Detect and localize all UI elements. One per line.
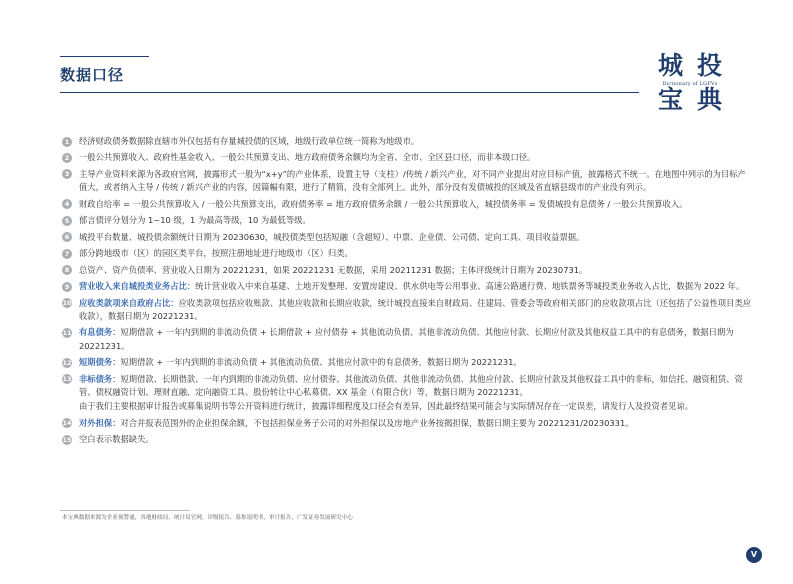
note-number-badge: 10 [62,299,72,308]
note-number-badge: 12 [62,358,72,367]
note-number-badge: 14 [62,419,72,428]
logo-line-1 [644,52,736,80]
note-item [62,326,752,353]
note-item [62,264,752,277]
note-number-badge: 4 [62,199,72,209]
logo-line-2 [644,86,736,114]
logo-char: 城 [657,51,683,80]
note-item [62,135,752,148]
note-text: 郁言债评分划分为 1~10 级，1 为最高等级，10 为最低等级。 [79,215,311,226]
note-number-badge: 9 [62,282,72,292]
note-highlight: 非标债务： [79,373,121,384]
logo-subtitle: Dictionary of LGFVs [662,81,718,87]
note-text: 短期借款 + 一年内到期的非流动负债 + 长期借款 + 应付债券 + 其他流动负债、其他非流动负债、其他应付款、长期应付款及其他权益工具中的有息债务，数据日期为 20221231。 [79,327,734,351]
logo-char: 宝 [657,85,683,114]
note-highlight: 营业收入来自城投类业务占比： [79,281,196,292]
note-item [62,214,752,227]
note-item [62,280,752,293]
notes-list [62,135,752,450]
note-item [62,433,752,446]
note-continuation: 由于我们主要根据审计报告或募集说明书等公开资料进行统计，披露详细程度及口径会有差异，因此最终结果可能会与实际情况存在一定误差，请发行人及投资者见谅。 [79,401,693,412]
title-rule [60,92,639,93]
note-number-badge: 6 [62,232,72,242]
note-text: 经济财政债务数据除直辖市外仅包括有存量城投债的区域，地级行政单位统一简称为地级市。 [79,136,420,146]
note-number-badge: 13 [62,375,72,384]
note-text: 对合并报表范围外的企业担保余额，不包括担保业务子公司的对外担保以及房地产业务按揭担保，数据日期主要为 20221231/20230331。 [120,417,634,428]
note-number-badge: 15 [62,435,72,444]
note-text: 应收类款项包括应收账款、其他应收款和长期应收款，统计城投直接来自财政局、住建局、管委会等政府相关部门的应收款项占比（还包括了公益性项目类应收款），数据日期为 20221231。 [79,297,752,321]
note-highlight: 短期债务： [79,357,121,368]
note-item [62,373,752,400]
note-number-badge: 2 [62,153,72,163]
note-text: 空白表示数据缺失。 [79,434,154,445]
note-item [62,417,752,430]
note-number-badge: 7 [62,249,72,259]
note-text: 短期借款 + 一年内到期的非流动负债 + 其他流动负债、其他应付款中的有息债务，数据日期为 20221231。 [120,357,522,368]
note-number-badge: 1 [62,137,72,147]
footer-source: 本宝典数据来源为企业预警通，各地财政局、统计局官网，评级报告，募集说明书，审计报告，广发证券发展研究中心 [62,515,353,521]
note-text: 城投平台数量、城投债余额统计日期为 20230630，城投债类型包括短融（含超短）、中票、企业债、公司债、定向工具、项目收益票据。 [79,231,585,242]
note-number-badge: 11 [62,328,72,337]
note-text: 短期借款、长期借款、一年内到期的非流动负债、应付债券、其他流动负债、其他非流动负债、其他应付款、长期应付款及其他权益工具中的非标，如信托、融资租赁、资管、债权融资计划、理财直融、定向融资工具、股份转让中心私募债、XX 基金（有限合伙）等，数据日期为 20221231。 [79,373,743,397]
note-item [62,168,752,195]
note-item [62,198,752,211]
note-number-badge: 3 [62,169,72,179]
note-text: 主导产业资料来源为各政府官网，披露形式一般为“x+y”的产业体系，设置主导（支柱）/传统 / 新兴产业，对不同产业提出对应目标产值，披露格式不统一。在地图中列示的为目标产值大，或者纳入主导 / 传统 / 新兴产业的内容，因篇幅有限，进行了精简，没有全部列上。此外，部分没有发债城投的区域及省直辖县级市的产业没有列示。 [79,168,746,193]
note-item [62,231,752,244]
note-text: 财政自给率 = 一般公共预算收入 / 一般公共预算支出，政府债务率 = 地方政府债务余额 / 一般公共预算收入，城投债务率 = 发债城投有息债务 / 一般公共预算收入。 [79,198,688,209]
note-text: 统计营业收入中来自基建、土地开发整理、安置房建设、供水供电等公用事业、高速公路通行费、地铁票务等城投类业务收入占比，数据为 2022 年。 [195,281,745,292]
note-number-badge: 5 [62,216,72,226]
brand-logo [644,52,736,116]
note-text: 总资产、资产负债率、营业收入日期为 20221231，如果 20221231 无数据，采用 20211231 数据；主体评级统计日期为 20230731。 [79,264,588,275]
note-text: 一般公共预算收入、政府性基金收入、一般公共预算支出、地方政府债务余额均为全省、全市、全区县口径，而非本级口径。 [79,152,536,163]
page-title: 数据口径 [60,66,125,84]
note-number-badge: 8 [62,265,72,275]
note-item [62,297,752,324]
logo-char: 典 [697,85,723,114]
note-highlight: 应收类款项来自政府占比： [79,297,179,308]
logo-char: 投 [697,51,723,80]
note-highlight: 对外担保： [79,417,121,428]
page-number-badge: V [746,547,762,563]
note-item [62,151,752,164]
note-highlight: 有息债务： [79,327,121,338]
note-text: 部分跨地级市（区）的园区类平台，按照注册地址进行地级市（区）归类。 [79,248,353,259]
note-item [62,247,752,260]
top-rule [60,56,149,57]
footer-rule [60,510,190,511]
note-item [62,356,752,369]
